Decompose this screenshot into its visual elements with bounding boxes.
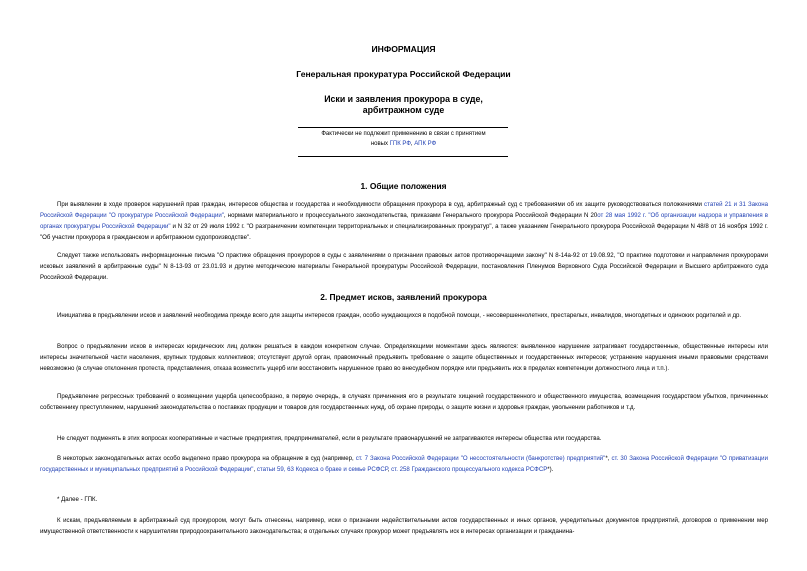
paragraph-4: Вопрос о предъявлении исков в интересах юридических лиц должен решаться в каждом конкретном случае. Определяющими моментами здесь являются: выявленное нарушение затрагивает государственные, общественные интересы или интересы значительной части населения, крупных трудовых коллективов; отсутствует другой орган, правомочный предъявить требование о защите общественных и государственных интересов; устранение нарушения иными правовыми средствами невозможно (в случае отклонения протеста, представления, отказа возместить ущерб или восстановить нарушенное право во внесудебном порядке или предъявить иск в пределах компетенции должностного лица и т.п.). — [40, 343, 768, 372]
paragraph-7-text-b2: , — [253, 466, 256, 473]
link-law-prosecution-articles[interactable]: статей 21 и 31 Закона Российской Федерации "О прокуратуре Российской Федерации" — [40, 201, 768, 219]
paragraph-5: Предъявление регрессных требований о возмещении ущерба целесообразно, в первую очередь, в случаях причинения его в результате хищений государственного и общественного имущества, возмещения государством убытков, причиненных собственнику преступлением, нарушений законодательства о поставках продукции и товаров для государственных нужд, об охране природы, о защите жизни и здоровья граждан, увольнении работников и т.д. — [40, 393, 768, 411]
paragraph-1-text-b: , нормами материального и процессуального законодательства, приказами Генерального прокурора Российской Федерации N 20 — [223, 212, 598, 219]
status-note-line-1: Фактически не подлежит применению в связи с принятием — [321, 131, 486, 137]
paragraph-7-text-d: *). — [547, 466, 554, 473]
link-gpk-rf[interactable]: ГПК РФ — [389, 141, 411, 147]
section-1-heading: 1. Общие положения — [360, 181, 447, 191]
subject-line-2: арбитражном суде — [362, 105, 445, 115]
status-note-bottom-rule — [298, 156, 508, 157]
paragraph-7-text-c: , — [387, 466, 390, 473]
subject-line-1: Иски и заявления прокурора в суде, — [324, 94, 483, 104]
link-order-may-1992[interactable]: от 28 мая 1992 г. "Об организации надзора и управления в органах прокуратуры Российской Федерации" — [40, 212, 768, 230]
paragraph-7 — [40, 453, 768, 475]
paragraph-9: К искам, предъявляемым в арбитражный суд прокурором, могут быть отнесены, например, иски о признании недействительными актов государственных и иных органов, учредительных документов предприятий, договоров о применении мер имущественной ответственности к нарушителям природоохранительного законодательства; в отдельных случаях прокурор может предъявлять иск в интересах организации и гражданина- — [40, 517, 768, 535]
link-privatization-law-art-30[interactable]: ст. 30 Закона Российской Федерации "О приватизации государственных и муниципальных предприятий в Российской Федерации" — [40, 455, 768, 473]
paragraph-1-text-a: При выявлении в ходе проверок нарушений прав граждан, интересов общества и государства и необходимости обращения прокурора в суд, арбитражный суд с требованиями об их защите руководствоваться положениями — [57, 201, 702, 208]
link-apk-rf[interactable]: АПК РФ — [414, 141, 437, 147]
link-family-code-art-59-63[interactable]: статьи 59, 63 Кодекса о браке и семье РСФСР — [256, 466, 388, 473]
status-note-top-rule — [298, 127, 508, 128]
section-2-heading: 2. Предмет исков, заявлений прокурора — [320, 292, 487, 302]
paragraph-1 — [40, 199, 768, 243]
paragraph-1-text-c: и N 32 от 29 июля 1992 г. "О разграничении компетенции территориальных и специализированных прокуратур", а также указанием Генерального прокурора Российской Федерации N 48/8 от 16 ноября 1992 г. "Об участии прокурора в гражданском и арбитражном судопроизводстве". — [40, 223, 768, 241]
status-note-separator: , — [410, 141, 413, 147]
paragraph-2: Следует также использовать информационные письма "О практике обращения прокуроров в суды с заявлениями о признании правовых актов противоречащими закону" N 8-14а-92 от 19.08.92, "О практике подготовки и направления прокурорами исковых заявлений в арбитражные суды" N 8-13-93 от 23.01.93 и другие методические материалы Генеральной прокуратуры Российской Федерации, постановления Пленумов Верховного Суда Российской Федерации и Высшего арбитражного суда Российской Федерации. — [40, 252, 768, 281]
link-bankruptcy-law-art-7[interactable]: ст. 7 Закона Российской Федерации "О несостоятельности (банкротстве) предприятий" — [355, 455, 606, 462]
status-note-prefix: новых — [370, 141, 388, 147]
document-title: ИНФОРМАЦИЯ — [371, 44, 436, 54]
paragraph-3: Инициатива в предъявлении исков и заявлений необходима прежде всего для защиты интересов граждан, особо нуждающихся в подобной помощи, - несовершеннолетних, престарелых, инвалидов, многодетных и одиноких родителей и др. — [57, 312, 742, 319]
paragraph-6: Не следует подменять в этих вопросах кооперативные и частные предприятия, предпринимателей, если в результате правонарушений не затрагиваются интересы общества или государства. — [57, 435, 602, 442]
paragraph-7-text-a: В некоторых законодательных актах особо выделено право прокурора на обращение в суд (например, — [57, 455, 354, 462]
footnote-gpk: * Далее - ГПК. — [57, 496, 98, 503]
issuing-authority: Генеральная прокуратура Российской Федерации — [296, 69, 511, 79]
paragraph-7-text-b: *, — [605, 455, 610, 462]
status-note-line-2 — [0, 141, 807, 147]
link-civil-procedure-code-art-258[interactable]: ст. 258 Гражданского процессуального кодекса РСФСР — [391, 466, 548, 473]
